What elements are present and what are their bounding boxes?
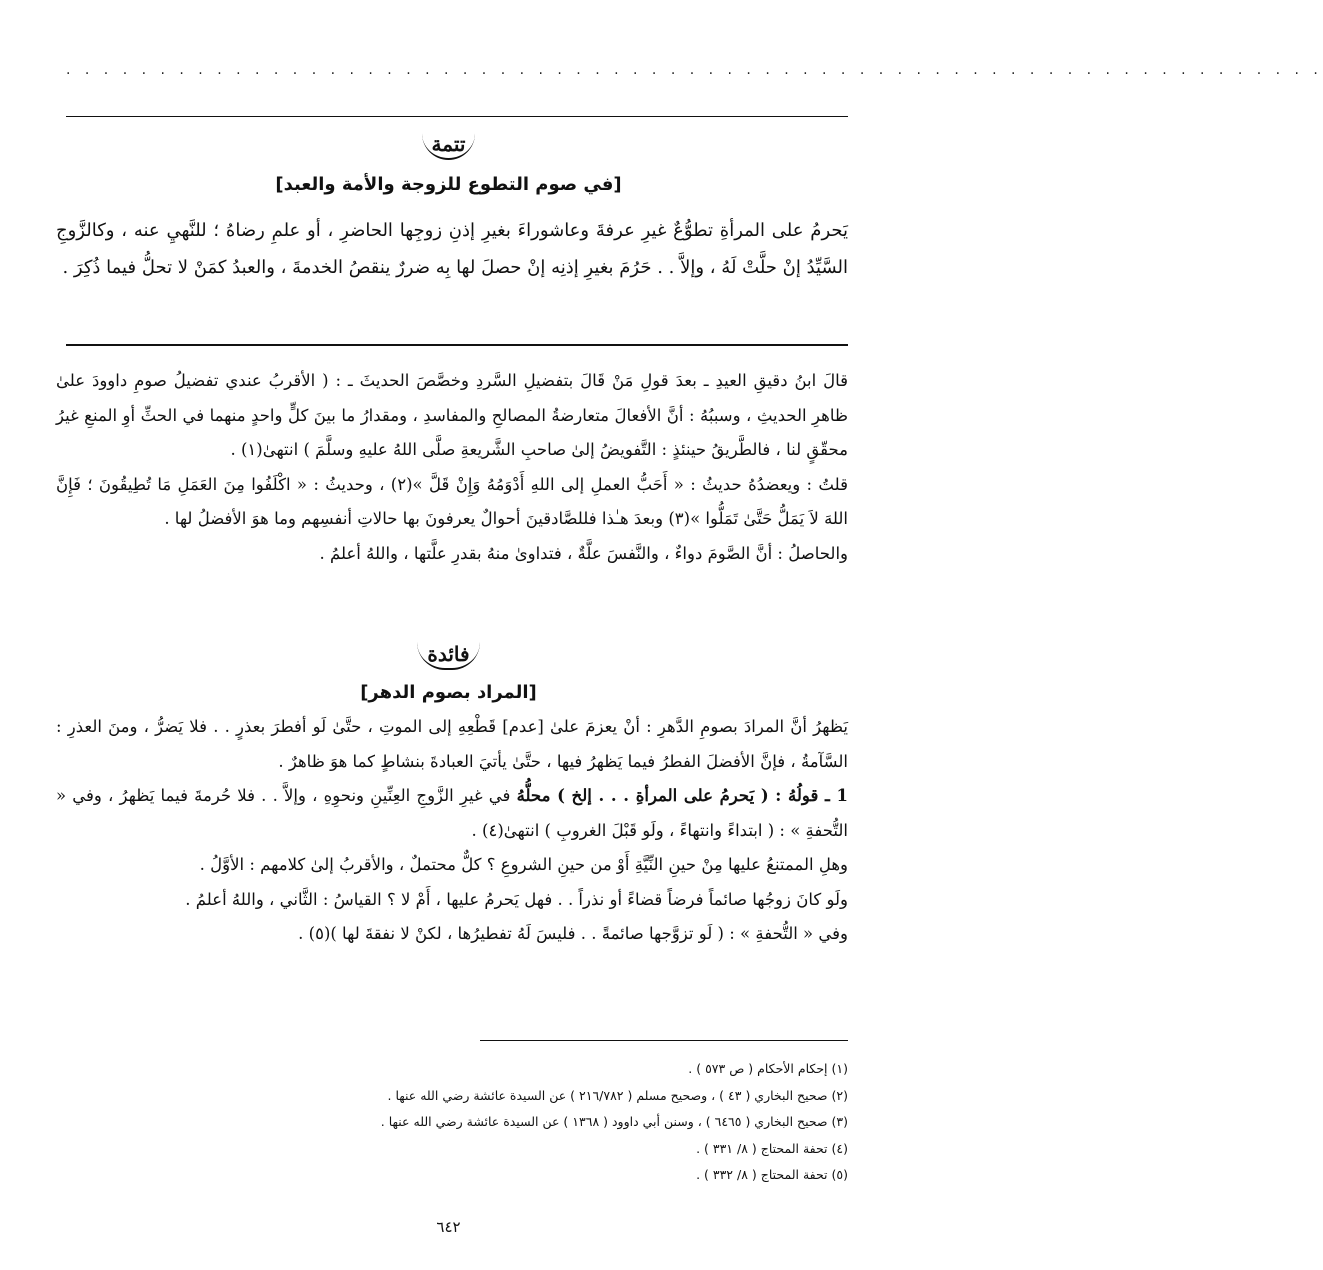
commentary-paragraph: قالَ ابنُ دقيقِ العيدِ ـ بعدَ قولِ مَنْ قَالَ بتفضيلِ السَّردِ وخصَّصَ الحديثَ ـ : ( الأقربُ عندي تفضيلُ صومِ داوودَ علىٰ ظاهرِ الحديثِ ، وسببُهُ : أنَّ الأفعالَ متعارضةُ المصالحِ والمفاسدِ ، ومقدارُ ما بينَ كلٍّ واحدٍ منهما في الحثِّ أوِ المنعِ غيرُ محقّقٍ لنا ، فالطَّريقُ حينئذٍ : التَّفويضُ إلىٰ صاحبِ الشَّريعةِ صلَّى اللهُ عليهِ وسلَّمَ ) انتهىٰ(١) . [56,371,848,459]
section-title-1: [في صوم التطوع للزوجة والأمة والعبد] [275,174,622,195]
ornament-heading-2: فائدة [0,642,897,670]
section2-paragraph: ولَو كانَ زوجُها صائماً فرضاً قضاءً أو نذراً . . فهل يَحرمُ عليها ، أَمْ لا ؟ القياسُ : الثَّاني ، واللهُ أعلمُ . [185,889,848,909]
main-text [56,212,848,334]
main-paragraph: يَحرمُ على المرأةِ تطوُّعٌ غيرِ عرفةَ وعاشوراءَ بغيرِ إذنِ زوجِها الحاضرِ ، أو علمِ رضاهُ ؛ للنَّهيِ عنه ، وكالزَّوجِ السَّيِّدُ إنْ حلَّتْ لَهُ ، وإلاَّ . . حَرُمَ بغيرِ إذنِه إنْ حصلَ لها بِه ضررٌ ينقصُ الخدمةَ ، والعبدُ كمَنْ لا تحلُّ فيما ذُكِرَ . [56,220,848,278]
footnote: (٤) تحفة المحتاج ( ٨/ ٣٣١ ) . [696,1140,848,1156]
note-rest: في غيرِ الزَّوجِ العِنِّينِ ونحوِهِ ، وإلاَّ . . فلا حُرمةَ فيما يَظهرُ ، وفي « التُّحفةِ » : ( ابتداءً وانتهاءً ، ولَو قَبْلَ الغروبِ ) انتهىٰ(٤) . [56,786,848,840]
note-paragraph [56,779,848,848]
note-lead: 1 ـ قولُهُ : ( يَحرمُ على المرأةِ . . . إلخ ) محلُّهُ [516,786,848,805]
footnotes [56,1056,848,1189]
section2-paragraph: يَظهرُ أنَّ المرادَ بصومِ الدَّهرِ : أنْ يعزمَ علىٰ [عدم] قَطْعِهِ إلى الموتِ ، حتَّىٰ لَو أفطرَ بعذرٍ . . فلا يَضرُّ ، ومنَ العذرِ : السَّآمةُ ، فإنَّ الأفضلَ الفطرُ فيما يَظهرُ فيها ، حتَّىٰ يأتيَ العبادةَ بنشاطٍ كما هوَ ظاهرٌ . [56,717,848,771]
commentary-paragraph: والحاصلُ : أنَّ الصَّومَ دواءٌ ، والنَّفسَ علَّةٌ ، فتداوىٰ منهُ بقدرِ علَّتها ، واللهُ أعلمُ . [319,543,848,563]
top-rule [66,116,848,117]
page-number: ٦٤٢ [436,1218,461,1236]
section2-paragraph: وفي « التُّحفةِ » : ( لَو تزوَّجها صائمةً . . فليسَ لَهُ تفطيرُها ، لكنْ لا نفقةَ لها )(٥) . [298,924,848,943]
footnote: (٢) صحيح البخاري ( ٤٣ ) ، وصحيح مسلم ( ٢١٦/٧٨٢ ) عن السيدة عائشة رضي الله عنها . [387,1087,848,1103]
footnote-rule [480,1040,848,1041]
commentary [56,364,848,632]
section-title-2: [المراد بصوم الدهر] [360,682,537,703]
section2-paragraph: وهلِ الممتنعُ عليها مِنْ حينِ النِّيَّةِ أَوْ من حينِ الشروعِ ؟ كلٌّ محتملٌ ، والأقربُ إلىٰ كلامهم : الأوَّلُ . [199,855,848,874]
commentary-paragraph: قلتُ : ويعضدُهُ حديثُ : « أَحَبُّ العملِ إلى اللهِ أَدْوَمُهُ وَإِنْ قَلَّ »(٢) ، وحديثُ : « اكْلَفُوا مِنَ العَمَلِ مَا تُطِيقُونَ ؛ فَإِنَّ اللهَ لاَ يَمَلُّ حَتَّىٰ تَمَلُّوا »(٣) وبعدَ هـٰذا فللصَّادقينَ أحوالٌ يعرفونَ بها حالاتِ أنفسِهم وما هوَ الأفضلُ لها . [56,474,848,528]
ornament-heading-1: تتمة [0,132,897,160]
dotted-rule: . . . . . . . . . . . . . . . . . . . . . . . . . . . . . . . . . . . . . . . . . . . . . . . . . . . . . . . . . . . . . . . . . . . [66,62,1323,78]
section2-text [56,710,848,1010]
footnote: (٥) تحفة المحتاج ( ٨/ ٣٣٢ ) . [696,1167,848,1182]
separator-rule [66,344,848,346]
footnote: (١) إحكام الأحكام ( ص ٥٧٣ ) . [688,1061,848,1076]
footnote: (٣) صحيح البخاري ( ٦٤٦٥ ) ، وسنن أبي داوود ( ١٣٦٨ ) عن السيدة عائشة رضي الله عنها . [380,1114,848,1129]
